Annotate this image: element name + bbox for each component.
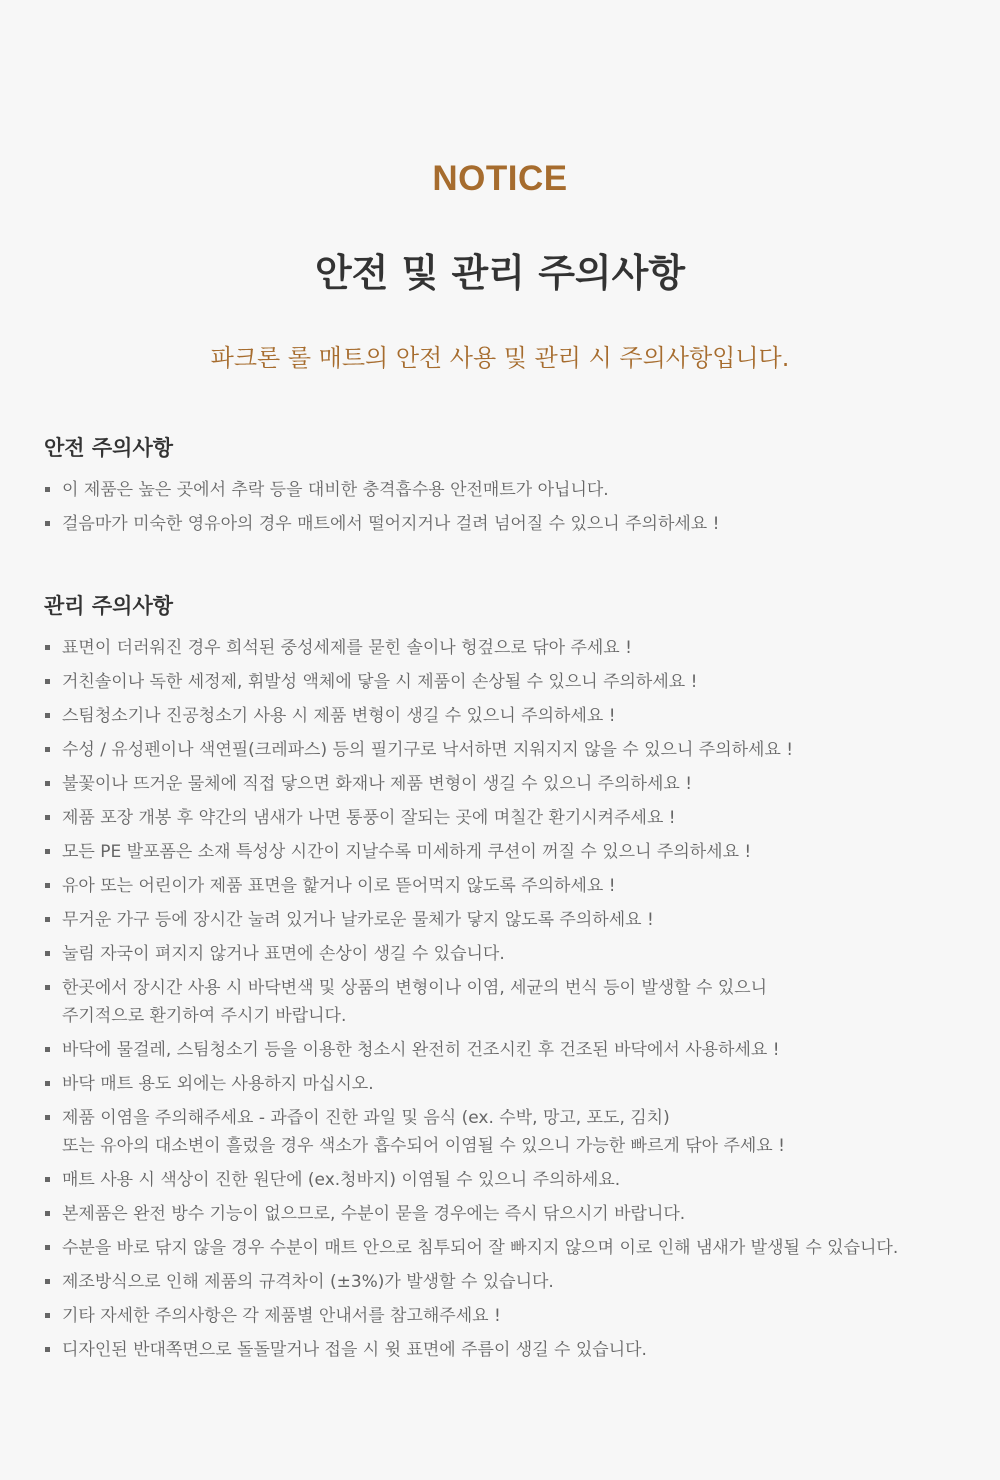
safety-list (44, 476, 956, 538)
care-list-item: 한곳에서 장시간 사용 시 바닥변색 및 상품의 변형이나 이염, 세균의 번식 등이 발생할 수 있으니 주기적으로 환기하여 주시기 바랍니다. (44, 974, 956, 1030)
care-list-item: 바닥 매트 용도 외에는 사용하지 마십시오. (44, 1070, 956, 1098)
care-list-item: 거친솔이나 독한 세정제, 휘발성 액체에 닿을 시 제품이 손상될 수 있으니 주의하세요 ! (44, 668, 956, 696)
care-list-item: 눌림 자국이 펴지지 않거나 표면에 손상이 생길 수 있습니다. (44, 940, 956, 968)
safety-section (44, 432, 956, 544)
care-list-item: 제조방식으로 인해 제품의 규격차이 (±3%)가 발생할 수 있습니다. (44, 1268, 956, 1296)
care-list-item: 매트 사용 시 색상이 진한 원단에 (ex.청바지) 이염될 수 있으니 주의하세요. (44, 1166, 956, 1194)
care-list-item: 수분을 바로 닦지 않을 경우 수분이 매트 안으로 침투되어 잘 빠지지 않으며 이로 인해 냄새가 발생될 수 있습니다. (44, 1234, 956, 1262)
page-title: 안전 및 관리 주의사항 (314, 251, 686, 295)
care-list-item: 모든 PE 발포폼은 소재 특성상 시간이 지날수록 미세하게 쿠션이 꺼질 수 있으니 주의하세요 ! (44, 838, 956, 866)
care-list-item: 본제품은 완전 방수 기능이 없으므로, 수분이 묻을 경우에는 즉시 닦으시기 바랍니다. (44, 1200, 956, 1228)
care-list-item: 수성 / 유성펜이나 색연필(크레파스) 등의 필기구로 낙서하면 지워지지 않을 수 있으니 주의하세요 ! (44, 736, 956, 764)
care-list-item: 바닥에 물걸레, 스팀청소기 등을 이용한 청소시 완전히 건조시킨 후 건조된 바닥에서 사용하세요 ! (44, 1036, 956, 1064)
page-subtitle: 파크론 롤 매트의 안전 사용 및 관리 시 주의사항입니다. (210, 344, 790, 372)
care-list-item: 유아 또는 어린이가 제품 표면을 핥거나 이로 뜯어먹지 않도록 주의하세요 ! (44, 872, 956, 900)
care-list-item: 무거운 가구 등에 장시간 눌려 있거나 날카로운 물체가 닿지 않도록 주의하세요 ! (44, 906, 956, 934)
care-list (44, 634, 956, 1364)
care-list-item: 제품 포장 개봉 후 약간의 냄새가 나면 통풍이 잘되는 곳에 며칠간 환기시켜주세요 ! (44, 804, 956, 832)
care-list-item: 표면이 더러워진 경우 희석된 중성세제를 묻힌 솔이나 헝겊으로 닦아 주세요 ! (44, 634, 956, 662)
care-section (44, 590, 956, 1370)
care-list-item: 기타 자세한 주의사항은 각 제품별 안내서를 참고해주세요 ! (44, 1302, 956, 1330)
safety-heading: 안전 주의사항 (44, 436, 174, 460)
care-heading: 관리 주의사항 (44, 594, 174, 618)
care-list-item: 스팀청소기나 진공청소기 사용 시 제품 변형이 생길 수 있으니 주의하세요 ! (44, 702, 956, 730)
care-list-item: 제품 이염을 주의해주세요 - 과즙이 진한 과일 및 음식 (ex. 수박, 망고, 포도, 김치) 또는 유아의 대소변이 흘렀을 경우 색소가 흡수되어 이염될 수 있으니 가능한 빠르게 닦아 주세요 ! (44, 1104, 956, 1160)
safety-list-item: 이 제품은 높은 곳에서 추락 등을 대비한 충격흡수용 안전매트가 아닙니다. (44, 476, 956, 504)
safety-list-item: 걸음마가 미숙한 영유아의 경우 매트에서 떨어지거나 걸려 넘어질 수 있으니 주의하세요 ! (44, 510, 956, 538)
care-list-item: 불꽃이나 뜨거운 물체에 직접 닿으면 화재나 제품 변형이 생길 수 있으니 주의하세요 ! (44, 770, 956, 798)
care-list-item: 디자인된 반대쪽면으로 돌돌말거나 접을 시 윗 표면에 주름이 생길 수 있습니다. (44, 1336, 956, 1364)
notice-label: NOTICE (432, 159, 568, 198)
